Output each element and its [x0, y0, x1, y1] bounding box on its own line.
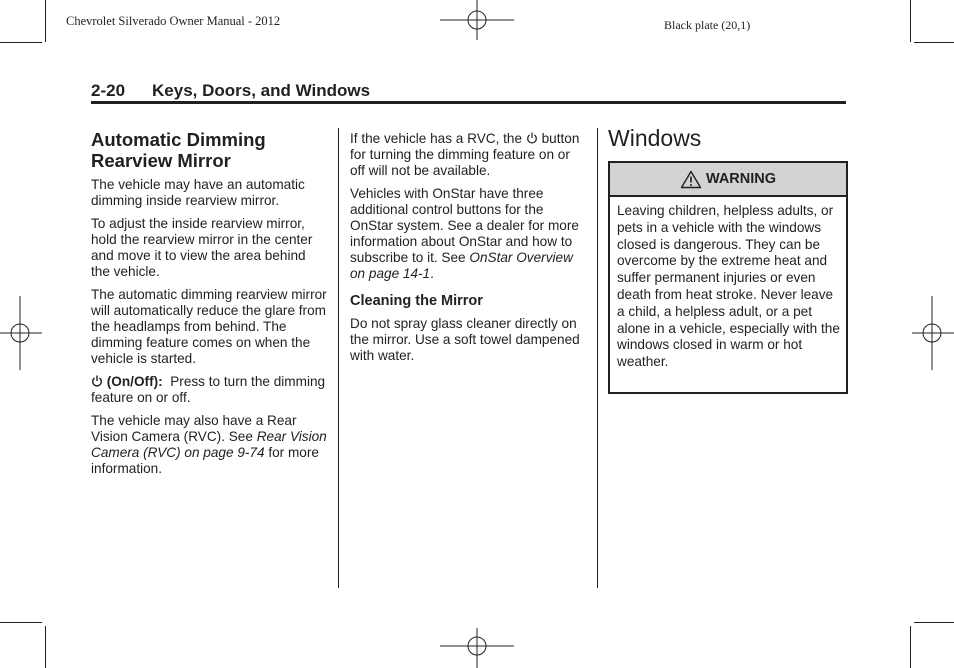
text: for more information.: [91, 445, 319, 476]
column-divider: [338, 128, 339, 588]
paragraph: To adjust the inside rearview mirror, hold the rearview mirror in the center and move it to view the area behind the vehicle.: [91, 216, 313, 279]
crop-mark: [0, 42, 42, 43]
warning-text: Leaving children, helpless adults, or pets in a vehicle with the windows closed is dangerous. They can be overcome by the extreme heat and suffer permanent injuries or even death from heat stroke. Never leave a child, a helpless adult, or a pet alone in a vehicle, especially with the windows closed in warm or hot weather.: [617, 203, 840, 370]
heading-automatic-dimming: Automatic Dimming Rearview Mirror: [91, 129, 266, 171]
crop-mark: [914, 622, 954, 623]
cross-reference-link[interactable]: Rear Vision Camera (RVC) on page 9-74: [91, 429, 327, 460]
crop-mark: [45, 0, 46, 42]
section-title: Keys, Doors, and Windows: [152, 81, 371, 100]
running-header-title: Chevrolet Silverado Owner Manual - 2012: [66, 14, 281, 28]
crop-mark: [45, 626, 46, 668]
onoff-text: Press to turn the dimming feature on or off.: [91, 374, 326, 405]
paragraph: The automatic dimming rearview mirror will automatically reduce the glare from the headlamps from behind. The dimming feature comes on when the vehicle is started.: [91, 287, 327, 366]
paragraph: [350, 131, 586, 179]
warning-triangle-icon: [680, 170, 702, 189]
registration-mark-left: [0, 296, 42, 370]
warning-header: [610, 163, 846, 197]
crop-mark: [914, 42, 954, 43]
paragraph: Do not spray glass cleaner directly on the mirror. Use a soft towel dampened with water.: [350, 316, 580, 363]
crop-mark: [0, 622, 42, 623]
text: button for turning the dimming feature on or off will not be available.: [350, 131, 580, 178]
warning-label: WARNING: [705, 171, 777, 187]
power-icon: [91, 375, 103, 387]
registration-mark-bottom: [440, 628, 514, 668]
column-1: [91, 129, 327, 484]
paragraph: The vehicle may have an automatic dimming inside rearview mirror.: [91, 177, 305, 208]
onoff-label: (On/Off):: [106, 374, 163, 389]
column-3: [608, 125, 848, 151]
warning-box: [608, 161, 848, 394]
crop-mark: [910, 0, 911, 42]
section-header: [91, 81, 370, 101]
text: Vehicles with OnStar have three additional control buttons for the OnStar system. See a dealer for more information about OnStar and how to subscribe to it. See: [350, 186, 579, 265]
subheading-cleaning: Cleaning the Mirror: [350, 293, 483, 309]
text: The vehicle may also have a Rear Vision Camera (RVC). See: [91, 413, 297, 444]
page-number: 2-20: [91, 81, 126, 100]
text: .: [430, 266, 434, 281]
crop-mark: [910, 626, 911, 668]
power-icon: [526, 132, 538, 144]
cross-reference-link[interactable]: OnStar Overview on page 14-1: [350, 250, 573, 281]
plate-label: Black plate (20,1): [664, 18, 751, 32]
column-2: [350, 131, 586, 371]
paragraph: [91, 413, 327, 477]
paragraph: [350, 186, 586, 282]
column-divider: [597, 128, 598, 588]
heading-windows: Windows: [608, 125, 702, 151]
onoff-paragraph: [91, 374, 327, 406]
section-rule: [91, 101, 846, 104]
text: If the vehicle has a RVC, the: [350, 131, 526, 146]
registration-mark-right: [912, 296, 954, 370]
registration-mark-top: [440, 0, 514, 40]
